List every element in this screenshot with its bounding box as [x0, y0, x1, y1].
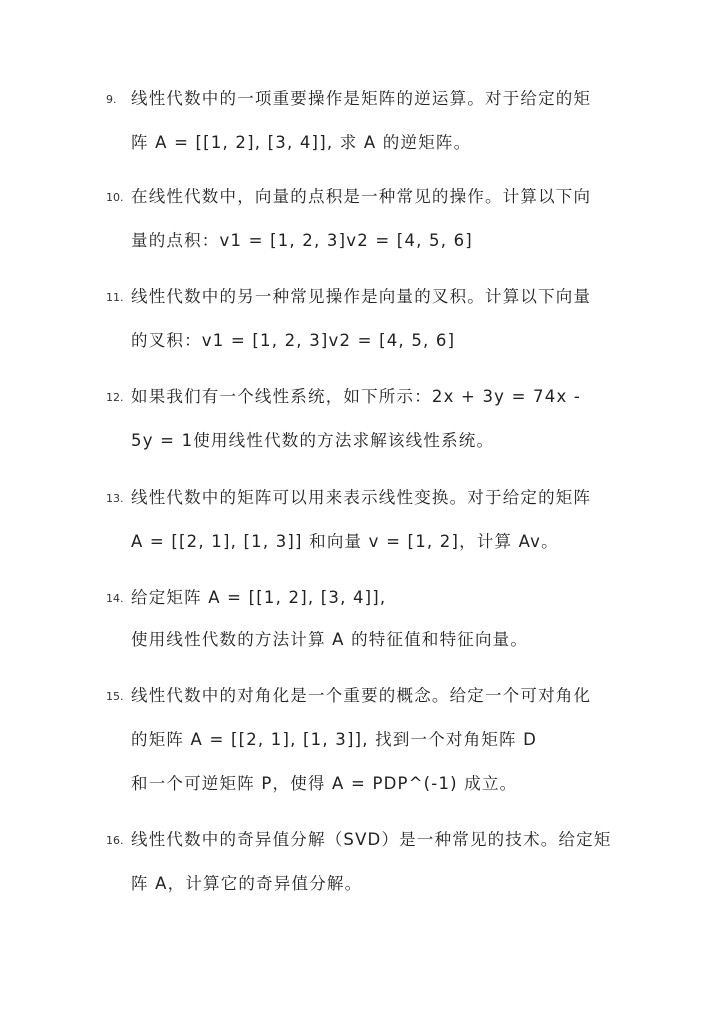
question-number: 9.	[106, 93, 117, 106]
question-text-line: 给定矩阵 A = [[1, 2], [3, 4]],	[131, 588, 387, 607]
question-text-line: 线性代数中的对角化是一个重要的概念。给定一个可对角化	[131, 686, 592, 705]
question-number: 14.	[106, 592, 124, 605]
question-text-line: A = [[2, 1], [1, 3]] 和向量 v = [1, 2]，计算 Av。	[131, 532, 559, 551]
question-text-line: 5y = 1使用线性代数的方法求解该线性系统。	[131, 431, 495, 450]
question-number: 11.	[106, 291, 124, 304]
question-text-line: 的叉积：v1 = [1, 2, 3]v2 = [4, 5, 6]	[131, 331, 456, 350]
question-text-line: 和一个可逆矩阵 P，使得 A = PDP^(-1) 成立。	[131, 774, 518, 793]
question-number: 10.	[106, 191, 124, 204]
question-text-line: 如果我们有一个线性系统，如下所示：2x + 3y = 74x -	[131, 387, 582, 406]
question-number: 15.	[106, 690, 124, 703]
question-number: 13.	[106, 492, 124, 505]
question-text-line: 在线性代数中，向量的点积是一种常见的操作。计算以下向	[131, 187, 592, 206]
question-text-line: 使用线性代数的方法计算 A 的特征值和特征向量。	[131, 630, 529, 649]
question-text-line: 线性代数中的矩阵可以用来表示线性变换。对于给定的矩阵	[131, 488, 592, 507]
question-text-line: 量的点积：v1 = [1, 2, 3]v2 = [4, 5, 6]	[131, 231, 473, 250]
question-text-line: 阵 A = [[1, 2], [3, 4]], 求 A 的逆矩阵。	[131, 133, 472, 152]
question-text-line: 线性代数中的另一种常见操作是向量的叉积。计算以下向量	[131, 287, 592, 306]
question-number: 12.	[106, 391, 124, 404]
question-text-line: 线性代数中的奇异值分解（SVD）是一种常见的技术。给定矩	[131, 830, 612, 849]
question-number: 16.	[106, 834, 124, 847]
question-text-line: 的矩阵 A = [[2, 1], [1, 3]], 找到一个对角矩阵 D	[131, 730, 538, 749]
question-text-line: 线性代数中的一项重要操作是矩阵的逆运算。对于给定的矩	[131, 89, 592, 108]
question-text-line: 阵 A，计算它的奇异值分解。	[131, 874, 363, 893]
